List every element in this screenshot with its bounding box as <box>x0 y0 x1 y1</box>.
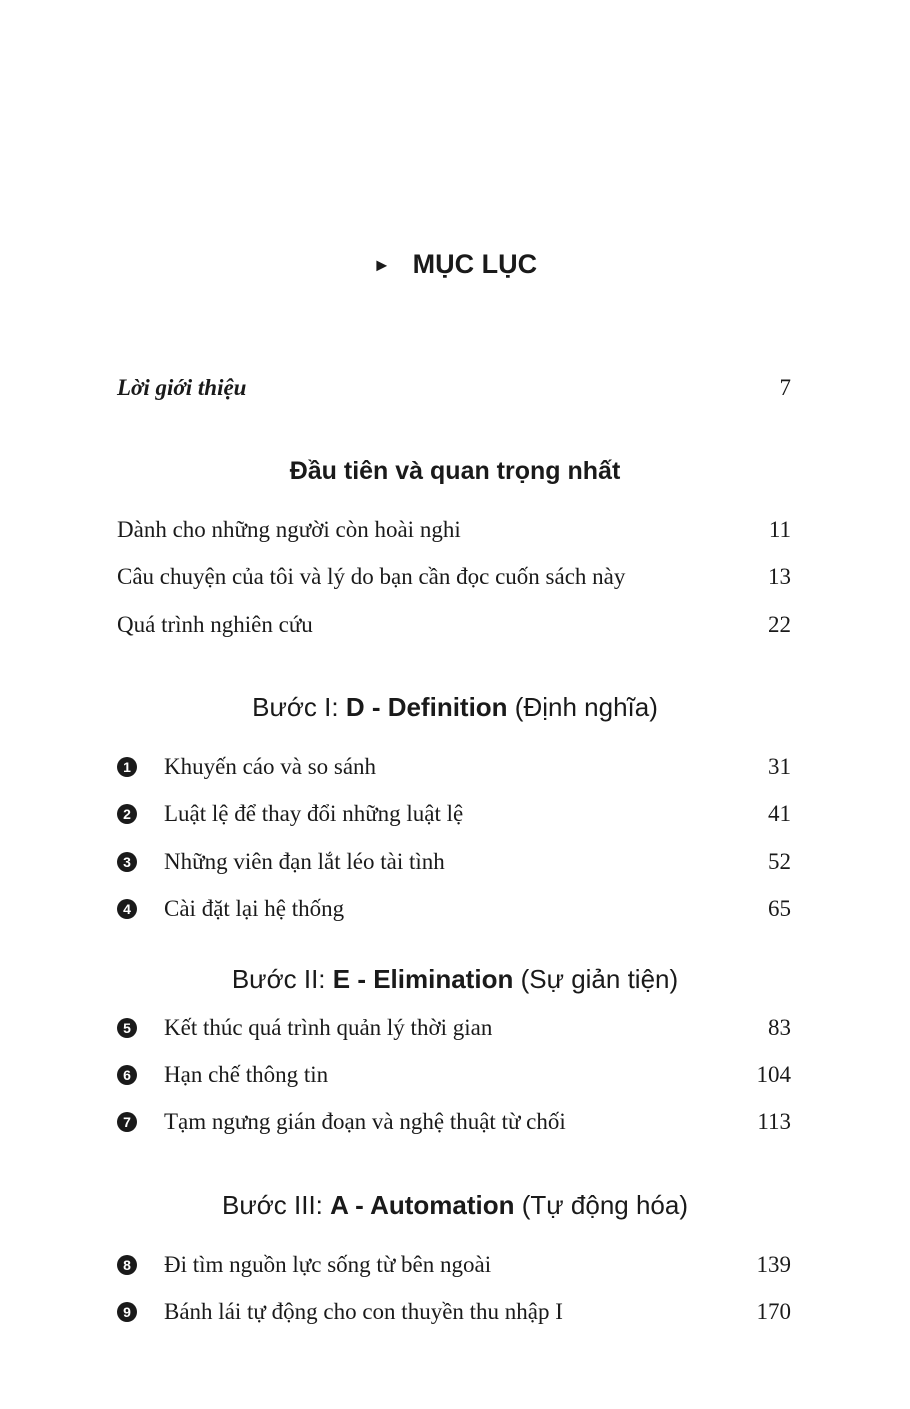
toc-entry-label: Những viên đạn lắt léo tài tình <box>164 849 445 874</box>
section-heading-step-1 <box>0 688 910 726</box>
toc-entry[interactable] <box>117 1295 791 1329</box>
section-heading-suffix: (Tự động hóa) <box>514 1190 688 1220</box>
toc-entry-label: Đi tìm nguồn lực sống từ bên ngoài <box>164 1252 492 1277</box>
toc-entry-label: Lời giới thiệu <box>117 375 247 400</box>
toc-entry-label: Cài đặt lại hệ thống <box>164 896 345 921</box>
toc-entry-label: Dành cho những người còn hoài nghi <box>117 517 461 542</box>
toc-title <box>0 246 910 285</box>
toc-entry-page: 52 <box>768 849 791 874</box>
section-heading-prefix: Bước II: <box>231 964 333 994</box>
toc-entry-page: 22 <box>768 612 791 637</box>
toc-title-text: MỤC LỤC <box>412 249 538 279</box>
section-heading-prefix: Bước III: <box>221 1190 331 1220</box>
toc-entry[interactable] <box>117 1105 791 1139</box>
toc-entry[interactable] <box>117 1248 791 1282</box>
toc-entry-label: Kết thúc quá trình quản lý thời gian <box>164 1015 493 1040</box>
triangle-bullet-icon: ► <box>372 255 391 275</box>
toc-entry-page: 41 <box>768 801 791 826</box>
toc-entry[interactable] <box>117 513 791 547</box>
toc-entry[interactable] <box>117 750 791 784</box>
chapter-number-badge: 4 <box>117 899 137 919</box>
toc-entry[interactable] <box>117 1011 791 1045</box>
toc-entry-label: Quá trình nghiên cứu <box>117 612 313 637</box>
toc-entry-page: 170 <box>756 1299 791 1324</box>
section-heading-suffix: (Định nghĩa) <box>507 692 658 722</box>
section-heading-first: Đầu tiên và quan trọng nhất <box>289 457 621 485</box>
toc-entry[interactable] <box>117 560 791 594</box>
toc-entry-page: 104 <box>756 1062 791 1087</box>
toc-entry-page: 31 <box>768 754 791 779</box>
chapter-number-badge: 3 <box>117 852 137 872</box>
chapter-number-badge: 2 <box>117 804 137 824</box>
section-heading-step-3 <box>0 1186 910 1224</box>
section-heading-bold: A - Automation <box>330 1190 515 1220</box>
toc-entry[interactable] <box>117 1058 791 1092</box>
toc-entry-label: Bánh lái tự động cho con thuyền thu nhập I <box>164 1299 563 1324</box>
toc-entry-page: 13 <box>768 564 791 589</box>
toc-entry-label: Luật lệ để thay đổi những luật lệ <box>164 801 464 826</box>
toc-entry[interactable] <box>117 845 791 879</box>
toc-entry-label: Khuyến cáo và so sánh <box>164 754 377 779</box>
toc-entry-page: 83 <box>768 1015 791 1040</box>
toc-entry-page: 113 <box>757 1109 791 1134</box>
toc-entry-label: Câu chuyện của tôi và lý do bạn cần đọc cuốn sách này <box>117 564 626 589</box>
chapter-number-badge: 9 <box>117 1302 137 1322</box>
section-heading-bold: D - Definition <box>345 692 508 722</box>
section-heading-prefix: Bước I: <box>252 692 346 722</box>
toc-entry[interactable] <box>117 797 791 831</box>
toc-entry-page: 139 <box>756 1252 791 1277</box>
section-heading-bold: E - Elimination <box>332 964 514 994</box>
section-heading-suffix: (Sự giản tiện) <box>513 964 679 994</box>
toc-entry[interactable] <box>117 892 791 926</box>
toc-entry[interactable] <box>117 608 791 642</box>
chapter-number-badge: 5 <box>117 1018 137 1038</box>
toc-entry-page: 65 <box>768 896 791 921</box>
chapter-number-badge: 6 <box>117 1065 137 1085</box>
chapter-number-badge: 8 <box>117 1255 137 1275</box>
toc-entry-page: 11 <box>768 517 791 542</box>
chapter-number-badge: 1 <box>117 757 137 777</box>
toc-entry-intro[interactable] <box>117 371 791 405</box>
toc-entry-page: 7 <box>779 375 791 400</box>
toc-entry-label: Hạn chế thông tin <box>164 1062 329 1087</box>
section-heading-step-2 <box>0 960 910 998</box>
toc-entry-label: Tạm ngưng gián đoạn và nghệ thuật từ chối <box>164 1109 566 1134</box>
chapter-number-badge: 7 <box>117 1112 137 1132</box>
